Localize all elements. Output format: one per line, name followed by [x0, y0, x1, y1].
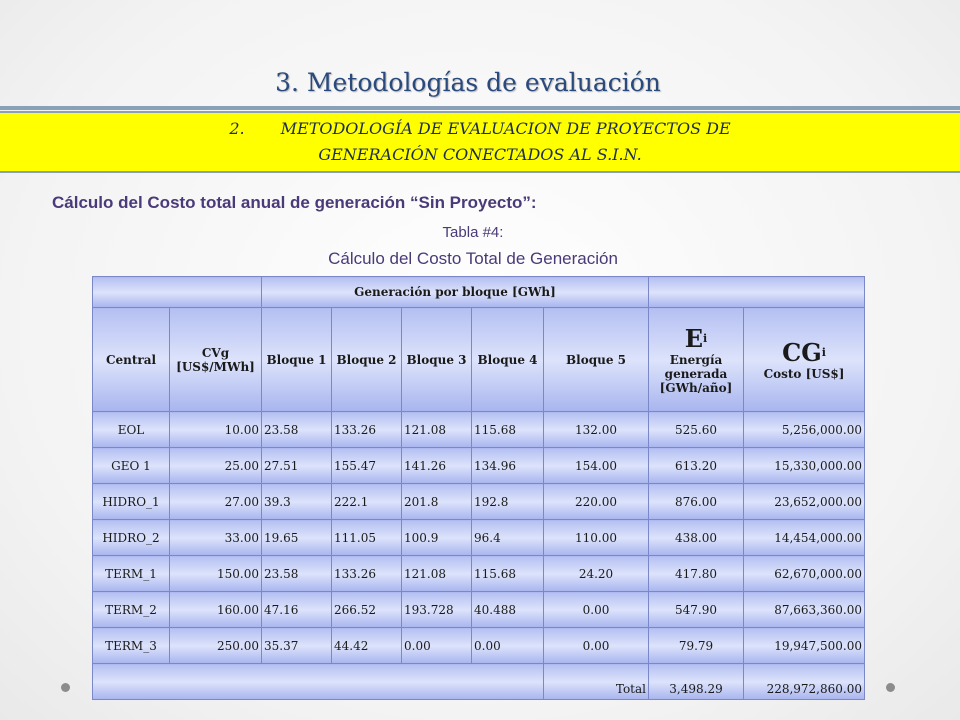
banner-number: 2. [229, 119, 245, 138]
cell-central: TERM_2 [93, 592, 170, 628]
header-bloque-1: Bloque 1 [262, 308, 332, 412]
cell-e: 876.00 [649, 484, 744, 520]
cell-b3: 141.26 [402, 448, 472, 484]
table-row [93, 520, 865, 556]
costo-description: Costo [US$] [763, 367, 845, 381]
section-banner [0, 111, 960, 173]
group-header-row [93, 277, 865, 308]
cell-cvg: 250.00 [170, 628, 262, 664]
cell-e: 438.00 [649, 520, 744, 556]
total-energia: 3,498.29 [649, 664, 744, 700]
cell-b4: 192.8 [472, 484, 544, 520]
cell-b3: 193.728 [402, 592, 472, 628]
cell-cvg: 160.00 [170, 592, 262, 628]
cell-cg: 14,454,000.00 [744, 520, 865, 556]
cell-b1: 35.37 [262, 628, 332, 664]
nav-dot-right [886, 683, 895, 692]
table-row [93, 592, 865, 628]
cell-b2: 133.26 [332, 412, 402, 448]
energia-subscript: i [703, 332, 708, 345]
total-row [93, 664, 865, 700]
cell-central: TERM_3 [93, 628, 170, 664]
table-label: Tabla #4: [442, 224, 504, 241]
cell-e: 417.80 [649, 556, 744, 592]
cell-b4: 40.488 [472, 592, 544, 628]
energia-symbol: E [684, 324, 704, 353]
cell-cvg: 33.00 [170, 520, 262, 556]
header-energia [649, 308, 744, 412]
cell-b5: 132.00 [544, 412, 649, 448]
cell-e: 547.90 [649, 592, 744, 628]
subtitle: Cálculo del Costo total anual de generación “Sin Proyecto”: [52, 193, 537, 212]
total-blank [93, 664, 544, 700]
cell-b5: 0.00 [544, 628, 649, 664]
cell-cg: 87,663,360.00 [744, 592, 865, 628]
cell-b3: 121.08 [402, 556, 472, 592]
total-label: Total [544, 664, 649, 700]
cell-b2: 111.05 [332, 520, 402, 556]
cell-e: 613.20 [649, 448, 744, 484]
cell-central: HIDRO_2 [93, 520, 170, 556]
cell-b1: 39.3 [262, 484, 332, 520]
cell-b5: 0.00 [544, 592, 649, 628]
cell-b1: 27.51 [262, 448, 332, 484]
header-blank-right [649, 277, 865, 308]
cell-b5: 24.20 [544, 556, 649, 592]
cell-b4: 0.00 [472, 628, 544, 664]
table-row [93, 628, 865, 664]
cell-cvg: 27.00 [170, 484, 262, 520]
cell-b2: 266.52 [332, 592, 402, 628]
header-bloque-5: Bloque 5 [544, 308, 649, 412]
cell-b3: 0.00 [402, 628, 472, 664]
cell-b3: 121.08 [402, 412, 472, 448]
costo-symbol: CG [782, 338, 822, 367]
cell-b4: 115.68 [472, 412, 544, 448]
title-rule [0, 106, 960, 110]
cell-cvg: 10.00 [170, 412, 262, 448]
table-row [93, 448, 865, 484]
cell-cvg: 25.00 [170, 448, 262, 484]
cell-central: TERM_1 [93, 556, 170, 592]
cell-cg: 15,330,000.00 [744, 448, 865, 484]
cell-b4: 115.68 [472, 556, 544, 592]
cell-central: HIDRO_1 [93, 484, 170, 520]
total-costo: 228,972,860.00 [744, 664, 865, 700]
cell-cg: 5,256,000.00 [744, 412, 865, 448]
header-cvg: CVg [US$/MWh] [170, 308, 262, 412]
header-bloque-4: Bloque 4 [472, 308, 544, 412]
cell-cg: 23,652,000.00 [744, 484, 865, 520]
banner-text-1: METODOLOGÍA DE EVALUACION DE PROYECTOS DE [280, 119, 731, 138]
cell-central: GEO 1 [93, 448, 170, 484]
cell-b2: 44.42 [332, 628, 402, 664]
column-header-row [93, 308, 865, 412]
cell-b1: 47.16 [262, 592, 332, 628]
cell-b5: 154.00 [544, 448, 649, 484]
cell-b4: 96.4 [472, 520, 544, 556]
cell-b2: 222.1 [332, 484, 402, 520]
header-central: Central [93, 308, 170, 412]
cell-b3: 201.8 [402, 484, 472, 520]
cell-b5: 110.00 [544, 520, 649, 556]
group-header: Generación por bloque [GWh] [262, 277, 649, 308]
cost-table [92, 276, 865, 700]
header-blank-left [93, 277, 262, 308]
table-row [93, 556, 865, 592]
cell-b1: 19.65 [262, 520, 332, 556]
cell-cvg: 150.00 [170, 556, 262, 592]
cell-b3: 100.9 [402, 520, 472, 556]
cell-b2: 155.47 [332, 448, 402, 484]
cell-b1: 23.58 [262, 556, 332, 592]
banner-line-2: GENERACIÓN CONECTADOS AL S.I.N. [318, 145, 642, 164]
cell-b4: 134.96 [472, 448, 544, 484]
table-title: Cálculo del Costo Total de Generación [328, 249, 618, 268]
cell-cg: 62,670,000.00 [744, 556, 865, 592]
cell-b2: 133.26 [332, 556, 402, 592]
cell-b5: 220.00 [544, 484, 649, 520]
costo-subscript: i [821, 346, 826, 359]
header-bloque-2: Bloque 2 [332, 308, 402, 412]
cell-e: 79.79 [649, 628, 744, 664]
table-row [93, 484, 865, 520]
energia-description: Energía generada [GWh/año] [659, 353, 733, 395]
header-costo [744, 308, 865, 412]
table-row [93, 412, 865, 448]
cell-e: 525.60 [649, 412, 744, 448]
header-bloque-3: Bloque 3 [402, 308, 472, 412]
cell-cg: 19,947,500.00 [744, 628, 865, 664]
nav-dot-left [61, 683, 70, 692]
slide-title: 3. Metodologías de evaluación [275, 68, 661, 97]
banner-line-1 [0, 119, 960, 138]
cell-central: EOL [93, 412, 170, 448]
cell-b1: 23.58 [262, 412, 332, 448]
